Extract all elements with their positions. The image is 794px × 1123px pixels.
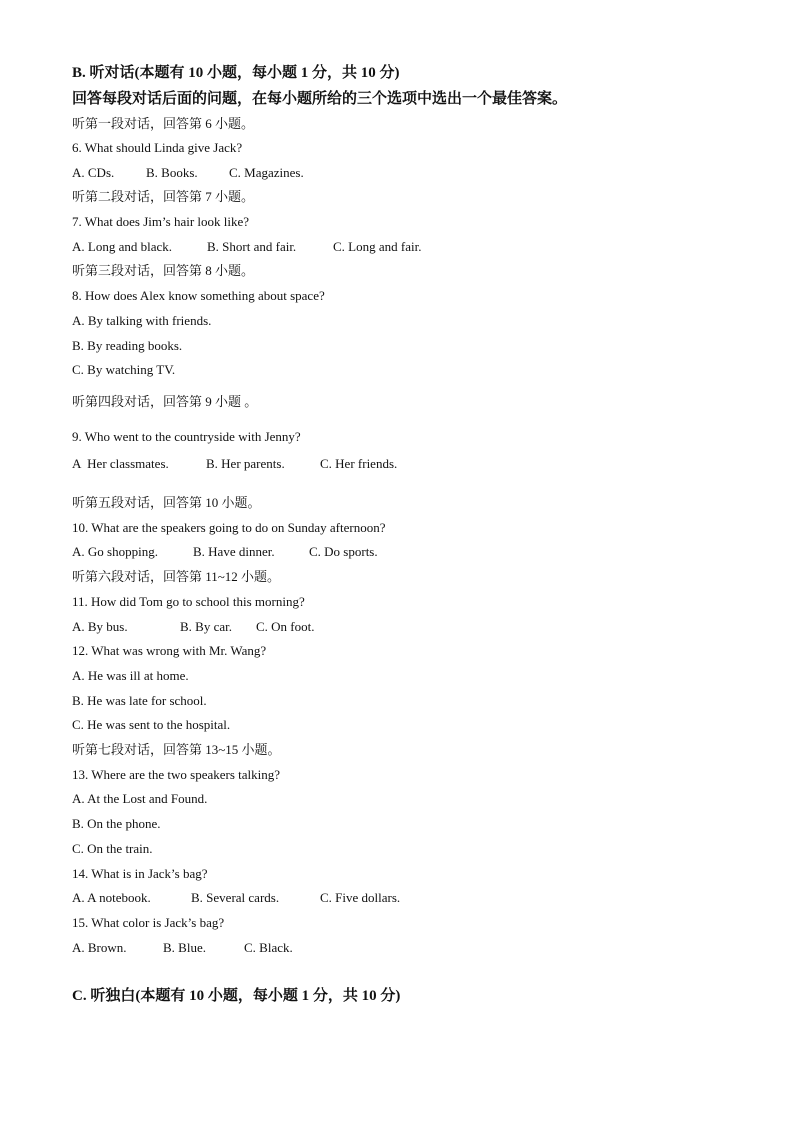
question-7-option-c: C. Long and fair. xyxy=(333,239,422,254)
question-12: 12. What was wrong with Mr. Wang? xyxy=(72,643,267,658)
question-11-option-a: A. By bus. xyxy=(72,619,128,634)
question-9: 9. Who went to the countryside with Jenny? xyxy=(72,429,301,444)
question-15: 15. What color is Jack’s bag? xyxy=(72,915,225,930)
question-14-option-b: B. Several cards. xyxy=(191,890,280,905)
dialog-1-intro: 听第一段对话，回答第 6 小题。 xyxy=(72,116,255,131)
question-6-option-c: C. Magazines. xyxy=(229,165,304,180)
question-14-option-c: C. Five dollars. xyxy=(320,890,401,905)
question-14: 14. What is in Jack’s bag? xyxy=(72,866,208,881)
dialog-5-intro: 听第五段对话，回答第 10 小题。 xyxy=(72,495,261,510)
question-13-option-a: A. At the Lost and Found. xyxy=(72,791,208,806)
question-10-option-c: C. Do sports. xyxy=(309,544,378,559)
question-10-option-b: B. Have dinner. xyxy=(193,544,275,559)
dialog-2-intro: 听第二段对话，回答第 7 小题。 xyxy=(72,189,255,204)
question-11-option-b: B. By car. xyxy=(180,619,232,634)
question-7: 7. What does Jim’s hair look like? xyxy=(72,214,250,229)
question-15-option-b: B. Blue. xyxy=(163,940,206,955)
question-12-option-c: C. He was sent to the hospital. xyxy=(72,717,231,732)
question-10-option-a: A. Go shopping. xyxy=(72,544,158,559)
question-11-option-c: C. On foot. xyxy=(256,619,315,634)
question-11: 11. How did Tom go to school this morning? xyxy=(72,594,305,609)
question-13: 13. Where are the two speakers talking? xyxy=(72,767,281,782)
question-13-option-c: C. On the train. xyxy=(72,841,153,856)
dialog-6-intro: 听第六段对话，回答第 11~12 小题。 xyxy=(72,569,281,584)
question-13-option-b: B. On the phone. xyxy=(72,816,161,831)
question-8-option-b: B. By reading books. xyxy=(72,338,183,353)
question-9-option-b: B. Her parents. xyxy=(206,456,285,471)
section-c-heading: C. 听独白(本题有 10 小题，每小题 1 分，共 10 分) xyxy=(72,988,401,1004)
question-9-option-c: C. Her friends. xyxy=(320,456,398,471)
question-15-option-c: C. Black. xyxy=(244,940,293,955)
dialog-3-intro: 听第三段对话，回答第 8 小题。 xyxy=(72,263,255,278)
section-b-heading: B. 听对话(本题有 10 小题，每小题 1 分，共 10 分) xyxy=(72,65,400,81)
dialog-7-intro: 听第七段对话，回答第 13~15 小题。 xyxy=(72,742,281,757)
section-b-instruction: 回答每段对话后面的问题，在每小题所给的三个选项中选出一个最佳答案。 xyxy=(72,91,568,107)
question-14-option-a: A. A notebook. xyxy=(72,890,151,905)
question-8-option-a: A. By talking with friends. xyxy=(72,313,212,328)
question-10: 10. What are the speakers going to do on Sunday afternoon? xyxy=(72,520,386,535)
question-6-option-a: A. CDs. xyxy=(72,165,115,180)
question-6-option-b: B. Books. xyxy=(146,165,198,180)
question-15-option-a: A. Brown. xyxy=(72,940,127,955)
question-12-option-a: A. He was ill at home. xyxy=(72,668,189,683)
dialog-4-intro: 听第四段对话，回答第 9 小题 。 xyxy=(72,394,258,409)
question-12-option-b: B. He was late for school. xyxy=(72,693,207,708)
question-6: 6. What should Linda give Jack? xyxy=(72,140,243,155)
question-8: 8. How does Alex know something about space? xyxy=(72,288,325,303)
question-9-option-a: A Her classmates. xyxy=(72,456,169,471)
question-8-option-c: C. By watching TV. xyxy=(72,362,176,377)
question-7-option-a: A. Long and black. xyxy=(72,239,173,254)
question-7-option-b: B. Short and fair. xyxy=(207,239,297,254)
